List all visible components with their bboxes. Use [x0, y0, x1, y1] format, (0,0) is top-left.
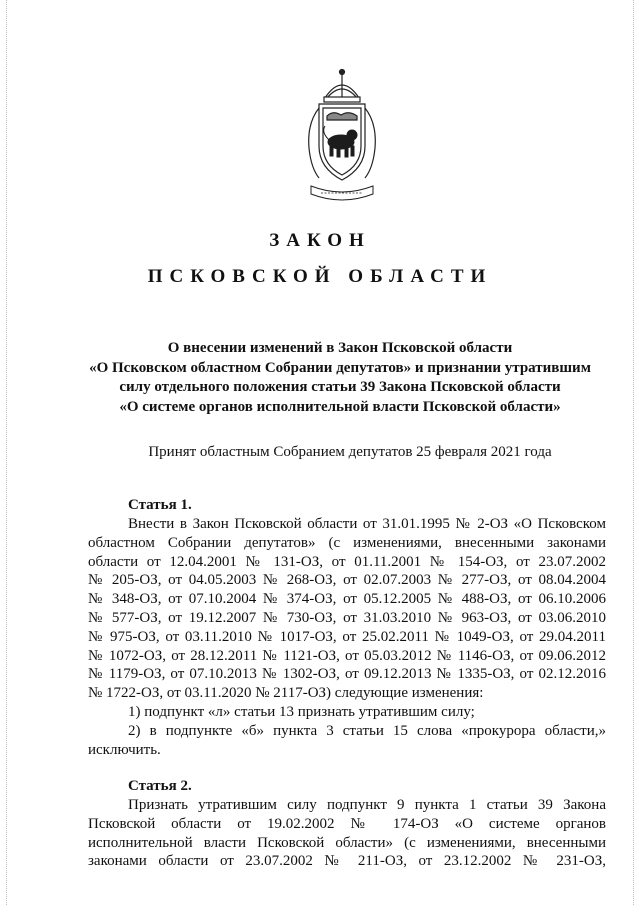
law-subject-line: О внесении изменений в Закон Псковской области	[167, 340, 513, 356]
article-1-item-1	[128, 703, 475, 722]
article-1-intro-last-line	[88, 684, 483, 703]
article-2-heading: Статья 2.	[128, 778, 192, 794]
law-subject-line: «О системе органов исполнительной власти Псковской области»	[119, 398, 561, 415]
paragraph-line: исполнительной власти Псковской области» (с изменениями, внесенными	[88, 834, 606, 851]
paragraph-line: исключить.	[88, 741, 161, 758]
article-1-heading: Статья 1.	[128, 497, 192, 513]
law-subject	[60, 339, 620, 417]
paragraph-line: № 975-ОЗ, от 03.11.2010 № 1017-ОЗ, от 25.02.2011 № 1049-ОЗ, от 29.04.2011	[88, 628, 606, 645]
document-type: ЗАКОН	[269, 230, 371, 251]
paragraph-line: областном Собрании депутатов» (с изменениями, внесенными законами	[88, 534, 606, 551]
article-1-intro-body	[88, 534, 606, 684]
article-2-body	[88, 815, 606, 871]
paragraph-line: № 1072-ОЗ, от 28.12.2011 № 1121-ОЗ, от 05.03.2012 № 1146-ОЗ, от 09.06.2012	[88, 647, 606, 664]
document-region: ПСКОВСКОЙ ОБЛАСТИ	[147, 266, 493, 287]
paragraph-line: Псковской области от 19.02.2002 № 174-ОЗ «О системе органов	[88, 815, 606, 832]
article-1-intro-first-line	[128, 515, 606, 534]
paragraph-line: № 577-ОЗ, от 19.12.2007 № 730-ОЗ, от 31.03.2010 № 963-ОЗ, от 03.06.2010	[88, 609, 606, 626]
pskov-coat-of-arms-icon	[289, 68, 395, 208]
law-subject-line: «О Псковском областном Собрании депутатов» и признании утратившим	[89, 359, 591, 376]
paragraph-line: законами области от 23.07.2002 № 211-ОЗ, от 23.12.2002 № 231-ОЗ,	[88, 853, 606, 870]
article-1-item-2	[128, 722, 606, 741]
adoption-statement: Принят областным Собранием депутатов 25 февраля 2021 года	[148, 444, 552, 460]
article-1-item-2-end	[88, 741, 161, 760]
paragraph-line: № 1179-ОЗ, от 07.10.2013 № 1302-ОЗ, от 09.12.2013 № 1335-ОЗ, от 02.12.2016	[88, 666, 606, 683]
law-subject-line: силу отдельного положения статьи 39 Закона Псковской области	[119, 379, 561, 395]
paragraph-line: Внести в Закон Псковской области от 31.01.1995 № 2-ОЗ «О Псковском	[128, 516, 606, 532]
paragraph-line: области от 12.04.2001 № 131-ОЗ, от 01.11.2001 № 154-ОЗ, от 23.07.2002	[88, 553, 606, 570]
paragraph-line: Признать утратившим силу подпункт 9 пункта 1 статьи 39 Закона	[128, 797, 606, 813]
paragraph-line: 1) подпункт «л» статьи 13 признать утратившим силу;	[128, 704, 475, 720]
paragraph-line: № 205-ОЗ, от 04.05.2003 № 268-ОЗ, от 02.07.2003 № 277-ОЗ, от 08.04.2004	[88, 572, 606, 589]
paragraph-line: № 1722-ОЗ, от 03.11.2020 № 2117-ОЗ) следующие изменения:	[88, 685, 484, 702]
paragraph-line: 2) в подпункте «б» пункта 3 статьи 15 слова «прокурора области,»	[128, 722, 606, 739]
paragraph-line: № 348-ОЗ, от 07.10.2004 № 374-ОЗ, от 05.12.2005 № 488-ОЗ, от 06.10.2006	[88, 591, 606, 608]
article-2-first-line	[128, 796, 606, 815]
